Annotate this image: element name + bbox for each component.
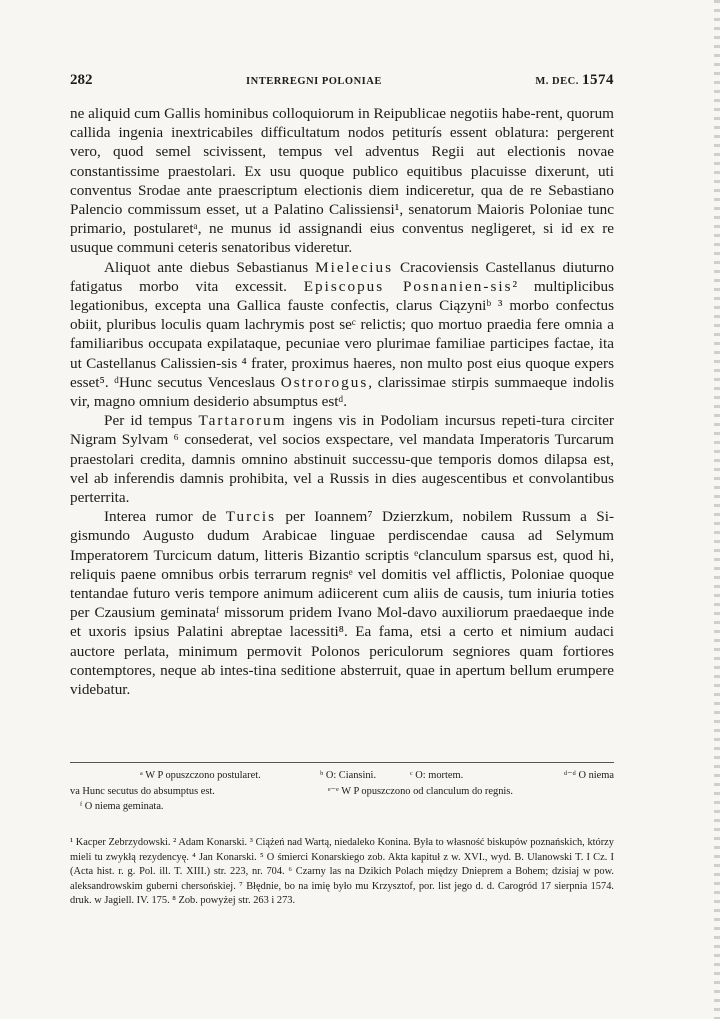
date-prefix: M. DEC.	[535, 76, 579, 87]
spaced-name: Turcis	[225, 508, 277, 526]
critical-note-f: ᶠ O niema geminata.	[80, 801, 164, 812]
page-number: 282	[70, 72, 93, 88]
critical-row	[70, 799, 614, 815]
paragraph-4	[70, 507, 614, 699]
critical-row	[70, 768, 614, 784]
critical-note-a: ᵃ W P opuszczono postularet.	[140, 770, 261, 781]
spaced-name: Tartarorum	[198, 412, 287, 430]
text-run: ingens vis in Podoliam incursus repeti-tura circiter Nigram Sylvam ⁶ consederat, vel socios exspectare, vel mandata Imperatoris Turcarum praestolari credita, damnis omnino abstinuit successu-que temporis domos dilapsa est, vel ab inferendis damnis prohibita, vel a Russis in dies augescentibus et convolantibus perterrita.	[70, 412, 614, 507]
text-run: , clarissimae stirpis summaeque indolis vir, magno omnium desiderio absumptus estᵈ.	[70, 373, 614, 411]
critical-note-d2: va Hunc secutus do absumptus est.	[70, 785, 215, 797]
historical-footnotes: ¹ Kacper Zebrzydowski. ² Adam Konarski. ³ Ciążeń nad Wartą, niedaleko Konina. Była to własność biskupów poznańskich, którzy mieli tu zwykłą rezydencyę. ⁴ Jan Konarski. ⁵ O śmierci Konarskiego zob. Akta kapituł z w. XVI., wyd. B. Ulanowski T. I Cz. I (Acta hist. r. g. Pol. ill. T. XIII.) str. 223, nr. 704. ⁶ Czarny las na Dzikich Polach między Dnieprem a Bohem; dzisiaj w pow. aleksandrowskim guberni chersońskiej. ⁷ Błędnie, bo na imię było mu Krzysztof, por. list jego d. d. Carogród 17 sierpnia 1574. druk. w Jagiell. IV. 175. ⁸ Zob. powyżej str. 263 i 273.	[70, 837, 614, 907]
main-text	[70, 104, 614, 699]
critical-note-e: ᵉ⁻ᵉ W P opuszczono od clanculum do regnis.	[328, 785, 513, 797]
text-run: Per id tempus	[104, 412, 199, 430]
critical-row	[70, 784, 614, 800]
text-run: ² multiplicibus legationibus, excepta una Gallica fauste confectis, clarus Ciązyniᵇ ³ morbo confectus obiit, pluribus loculis quam lachrymis post seᶜ relictis; quo mortuo praedia fere omnia a familiaribus occupata expilataque, pecuniae vero plurimae familiae participes factae, ita ut Castellanus Calissien-sis ⁴ frater, proximus haeres, non multo post eius quoque expers esset⁵. ᵈHunc secutus Venceslaus	[70, 277, 614, 391]
spaced-name: Episcopus Posnanien-sis	[303, 277, 513, 295]
running-title: INTERREGNI POLONIAE	[246, 76, 382, 87]
paragraph-1: ne aliquid cum Gallis hominibus colloquiorum in Reipublicae negotiis habe-rent, quorum callida ingenia inextricabiles difficultatum nodos petiturís essent oblatura: pergerent vero, quod semel scivissent, tempus vel adventus Regii aut electionis novae constantissime praestolari. Ex usu quoque publico equitibus placuisse dixerunt, uti conventus Srodae ante praescriptum electionis diem indiceretur, qua de re Sebastiano Palencio commissum esset, ut a Palatino Calissiensi¹, senatorum Maioris Poloniae tunc primario, postularetᵃ, ne munus id assignandi eius conventus negligeret, si id ex re usuque communi ceteris senatoribus videretur.	[70, 105, 614, 257]
paragraph-3	[70, 411, 614, 507]
spaced-name: Mielecius	[315, 258, 394, 276]
text-run: per Ioannem⁷ Dzierzkum, nobilem Russum a Si-gismundo Augusto dudum Arabicae linguae perdiscendae causa ad Selymum Imperatorem Turcicum datum, litteris Bizantio scriptis ᵉclanculum sparsus est, quod hi, reliquis paene omnibus orbis terrarum regnisᵉ vel domitis vel afflictis, Poloniae quoque tentandae futuro veris tempore animum adiicerent cum aliis de causis, tum iniuria toties per Czausium geminataᶠ missorum pridem Ivano Mol-davo auxiliorum praedaeque inde et uxoris ipsius Palatini abreptae lacessiti⁸. Ea fama, etsi a certo et nimium audaci auctore perlata, minimum permovit Polonos periculorum segniores quam fortiores contemptores, neque ab intes-tina seditione absterruit, quae in apertum bellum erumpere videbatur.	[70, 508, 614, 699]
text-run: Interea rumor de	[104, 508, 226, 526]
critical-note-d1: ᵈ⁻ᵈ O niema	[563, 770, 614, 781]
running-header	[70, 72, 614, 92]
text-run: Cracoviensis Castellanus diuturno fatigatus morbo vita excessit.	[70, 258, 614, 295]
critical-note-c: ᶜ O: mortem.	[410, 770, 464, 781]
text-run: Aliquot ante diebus Sebastianus	[104, 258, 316, 276]
spaced-name: Ostrorogus	[280, 373, 369, 391]
running-date	[535, 72, 614, 89]
date-year: 1574	[581, 72, 614, 88]
page-edge	[714, 0, 720, 1019]
critical-note-b: ᵇ O: Ciansini.	[320, 770, 377, 781]
paragraph-2	[70, 258, 614, 412]
critical-apparatus	[70, 768, 614, 815]
footnote-separator	[70, 762, 614, 763]
